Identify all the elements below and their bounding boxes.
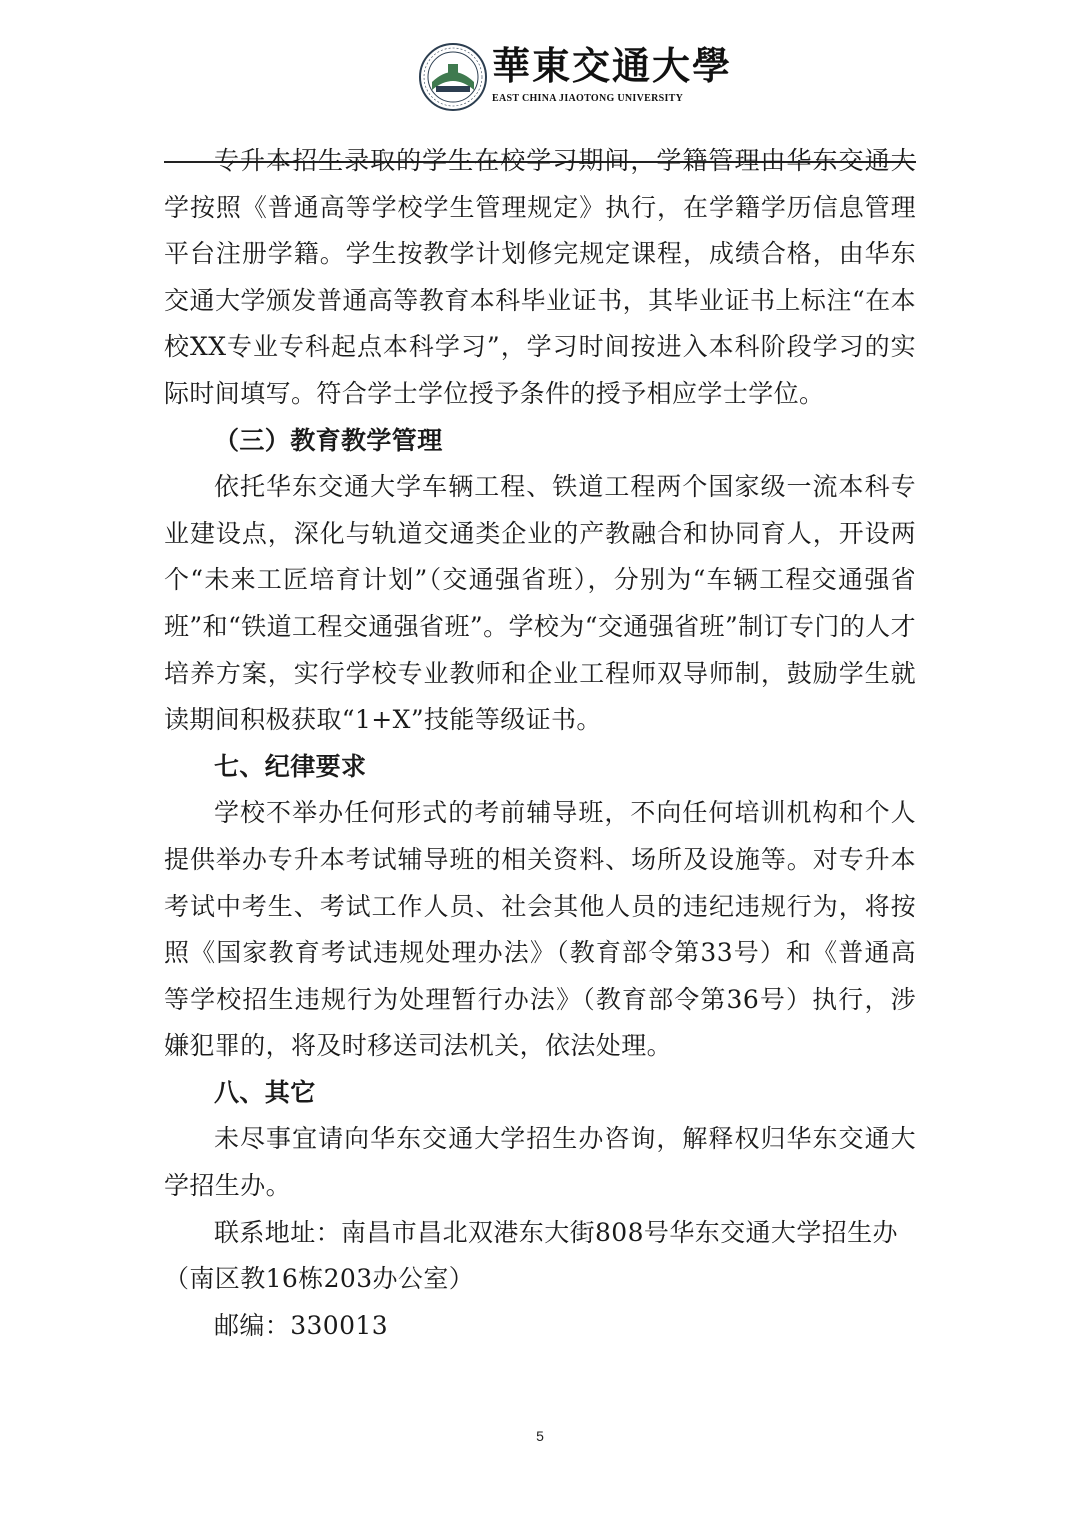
page-number: 5 [536,1428,544,1444]
paragraph-contact-address: 联系地址：南昌市昌北双港东大街808号华东交通大学招生办 [214,1217,898,1247]
heading-discipline-requirements: 七、纪律要求 [214,751,367,781]
heading-other: 八、其它 [214,1077,316,1107]
document-body [164,138,916,1349]
heading-teaching-management: （三）教育教学管理 [214,425,443,455]
paragraph-teaching-management: 依托华东交通大学车辆工程、铁道工程两个国家级一流本科专业建设点，深化与轨道交通类企业的产教融合和协同育人，开设两个“未来工匠培育计划”（交通强省班），分别为“车辆工程交通强省班”和“铁道工程交通强省班”。学校为“交通强省班”制订专门的人才培养方案，实行学校专业教师和企业工程师双导师制，鼓励学生就读期间积极获取“1+X”技能等级证书。 [164,472,916,735]
university-name-cn: 華東交通大學 [492,43,733,88]
paragraph-discipline-requirements: 学校不举办任何形式的考前辅导班，不向任何培训机构和个人提供举办专升本考试辅导班的相关资料、场所及设施等。对专升本考试中考生、考试工作人员、社会其他人员的违纪违规行为，将按照《国家教育考试违规处理办法》（教育部令第33号）和《普通高等学校招生违规行为处理暂行办法》（教育部令第36号）执行，涉嫌犯罪的，将及时移送司法机关，依法处理。 [164,798,916,1061]
paragraph-other: 未尽事宜请向华东交通大学招生办咨询，解释权归华东交通大学招生办。 [164,1124,916,1201]
paragraph-enrollment-management: 专升本招生录取的学生在校学习期间，学籍管理由华东交通大学按照《普通高等学校学生管理规定》执行，在学籍学历信息管理平台注册学籍。学生按教学计划修完规定课程，成绩合格，由华东交通大学颁发普通高等教育本科毕业证书，其毕业证书上标注“在本校XX专业专科起点本科学习”，学习时间按进入本科阶段学习的实际时间填写。符合学士学位授予条件的授予相应学士学位。 [164,146,916,408]
page-header [0,40,1080,120]
university-seal-icon [418,42,488,112]
university-name-en: EAST CHINA JIAOTONG UNIVERSITY [492,93,684,104]
paragraph-postal-code: 邮编：330013 [214,1310,389,1340]
paragraph-contact-office: （南区教16栋203办公室） [164,1264,475,1294]
